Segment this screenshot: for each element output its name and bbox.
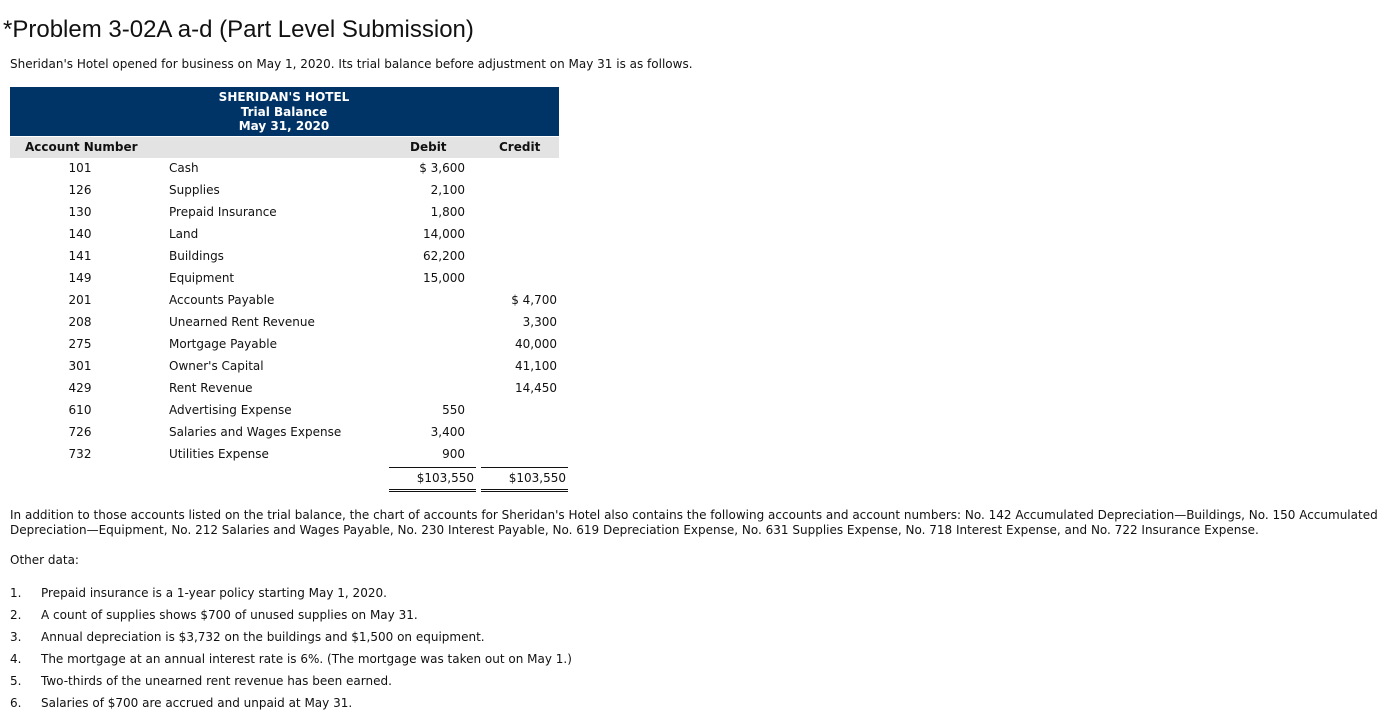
account-number: 140: [68, 227, 92, 241]
table-row: [10, 400, 559, 422]
other-data-label: Other data:: [10, 553, 79, 567]
account-number: 101: [68, 161, 92, 175]
account-number: 429: [68, 381, 92, 395]
account-name: Land: [169, 227, 199, 241]
account-name: Rent Revenue: [169, 381, 253, 395]
table-row: [10, 356, 559, 378]
account-number: 208: [68, 315, 92, 329]
account-name: Equipment: [169, 271, 235, 285]
account-number: 130: [68, 205, 92, 219]
total-credit-cell: [481, 467, 568, 492]
debit-value: 14,000: [423, 227, 465, 241]
list-item-number: 4.: [10, 652, 22, 666]
list-item-number: 6.: [10, 696, 22, 710]
account-name: Salaries and Wages Expense: [169, 425, 342, 439]
table-row: [10, 422, 559, 444]
account-name: Accounts Payable: [169, 293, 275, 307]
column-headers: [10, 137, 559, 158]
table-row: [10, 290, 559, 312]
debit-value: 15,000: [423, 271, 465, 285]
list-item-text: Two-thirds of the unearned rent revenue has been earned.: [41, 674, 392, 688]
account-number: 201: [68, 293, 92, 307]
company-name: SHERIDAN'S HOTEL: [218, 90, 350, 104]
table-row: [10, 444, 559, 466]
account-name: Owner's Capital: [169, 359, 264, 373]
debit-value: 550: [442, 403, 465, 417]
credit-header: Credit: [499, 140, 541, 154]
credit-value: 40,000: [515, 337, 557, 351]
table-row: [10, 378, 559, 400]
account-name: Cash: [169, 161, 199, 175]
account-name: Advertising Expense: [169, 403, 292, 417]
credit-value: 3,300: [522, 315, 557, 329]
credit-value: 41,100: [515, 359, 557, 373]
table-row: [10, 180, 559, 202]
list-item-number: 2.: [10, 608, 22, 622]
total-debit-cell: [389, 467, 476, 492]
account-name: Buildings: [169, 249, 224, 263]
account-number: 726: [68, 425, 92, 439]
account-name: Unearned Rent Revenue: [169, 315, 315, 329]
list-item-text: Annual depreciation is $3,732 on the buildings and $1,500 on equipment.: [41, 630, 485, 644]
debit-value: 2,100: [430, 183, 465, 197]
credit-value: 14,450: [515, 381, 557, 395]
account-name: Mortgage Payable: [169, 337, 277, 351]
account-name: Utilities Expense: [169, 447, 269, 461]
account-number: 141: [68, 249, 92, 263]
list-item-number: 5.: [10, 674, 22, 688]
table-row: [10, 158, 559, 180]
account-number-header: Account Number: [25, 140, 138, 154]
trial-balance-header: [10, 87, 559, 136]
list-item-number: 1.: [10, 586, 22, 600]
debit-value: 62,200: [423, 249, 465, 263]
account-number: 275: [68, 337, 92, 351]
account-name: Supplies: [169, 183, 220, 197]
account-number: 126: [68, 183, 92, 197]
total-credit: $103,550: [508, 471, 566, 485]
account-number: 301: [68, 359, 92, 373]
account-number: 732: [68, 447, 92, 461]
list-item-text: Salaries of $700 are accrued and unpaid at May 31.: [41, 696, 353, 710]
list-item-text: A count of supplies shows $700 of unused supplies on May 31.: [41, 608, 418, 622]
account-name: Prepaid Insurance: [169, 205, 277, 219]
total-debit: $103,550: [416, 471, 474, 485]
table-row: [10, 202, 559, 224]
intro-text: Sheridan's Hotel opened for business on May 1, 2020. Its trial balance before adjustment on May 31 is as follows.: [10, 57, 693, 71]
table-row: [10, 246, 559, 268]
debit-value: 900: [442, 447, 465, 461]
table-row: [10, 312, 559, 334]
table-row: [10, 268, 559, 290]
debit-value: $ 3,600: [419, 161, 465, 175]
account-number: 610: [68, 403, 92, 417]
debit-value: 3,400: [430, 425, 465, 439]
account-number: 149: [68, 271, 92, 285]
statement-date: May 31, 2020: [238, 119, 330, 133]
table-row: [10, 224, 559, 246]
list-item-text: Prepaid insurance is a 1-year policy starting May 1, 2020.: [41, 586, 387, 600]
problem-title: *Problem 3-02A a-d (Part Level Submission): [3, 16, 474, 43]
list-item-number: 3.: [10, 630, 22, 644]
totals-row: [10, 465, 566, 493]
list-item-text: The mortgage at an annual interest rate is 6%. (The mortgage was taken out on May 1.): [41, 652, 572, 666]
table-row: [10, 334, 559, 356]
debit-header: Debit: [410, 140, 447, 154]
credit-value: $ 4,700: [511, 293, 557, 307]
statement-name: Trial Balance: [240, 105, 328, 119]
debit-value: 1,800: [430, 205, 465, 219]
additional-accounts-text: In addition to those accounts listed on the trial balance, the chart of accounts for Sheridan's Hotel also contains the following accounts and account numbers: No. 142 Accumulated Depreciation—Buildings, No. 150 Accumulated Depreciation—Equipment, No. 212 Salaries and Wages Payable, No. 230 Interest Payable, No. 619 Depreciation Expense, No. 631 Supplies Expense, No. 718 Interest Expense, and No. 722 Insurance Expense.: [10, 508, 1378, 537]
